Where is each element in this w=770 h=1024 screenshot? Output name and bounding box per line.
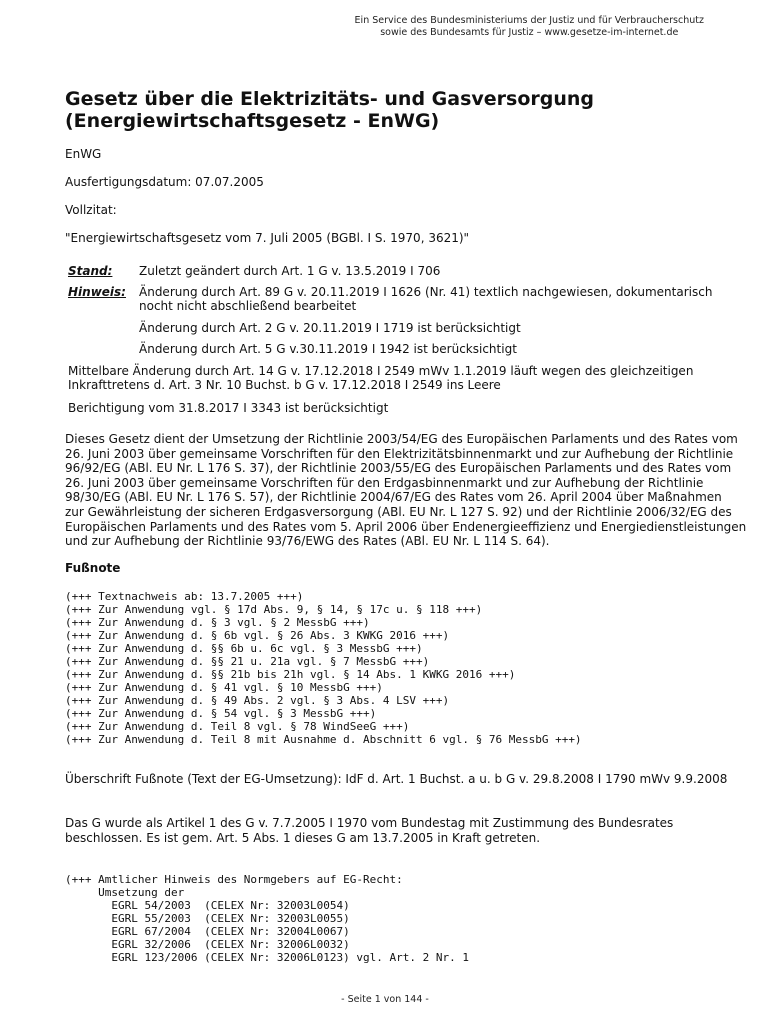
amtlicher-hinweis-line: EGRL 54/2003 (CELEX Nr: 32003L0054)	[65, 899, 350, 912]
paragraph-line: 26. Juni 2003 über gemeinsame Vorschriften für den Erdgasbinnenmarkt und zur Aufhebung der Richtlinie	[65, 475, 704, 490]
stand-text-line: Zuletzt geändert durch Art. 1 G v. 13.5.2019 I 706	[139, 264, 441, 278]
amtlicher-hinweis-line: (+++ Amtlicher Hinweis des Normgebers auf EG-Recht:	[65, 873, 403, 886]
amtlicher-hinweis-line: EGRL 123/2006 (CELEX Nr: 32006L0123) vgl. Art. 2 Nr. 1	[65, 951, 469, 964]
beschluss-line-2: beschlossen. Es ist gem. Art. 5 Abs. 1 dieses G am 13.7.2005 in Kraft getreten.	[65, 830, 541, 845]
service-line-1: Ein Service des Bundesministeriums der Justiz und für Verbraucherschutz	[354, 15, 704, 26]
stand-text	[139, 264, 440, 278]
fussnote-line: (+++ Zur Anwendung d. § 3 vgl. § 2 MessbG +++)	[65, 616, 370, 629]
mittelbare-line-2: Inkrafttretens d. Art. 3 Nr. 10 Buchst. b G v. 17.12.2018 I 2549 ins Leere	[68, 378, 501, 392]
amtlicher-hinweis-line: EGRL 55/2003 (CELEX Nr: 32003L0055)	[65, 912, 350, 925]
amtlicher-hinweis-line: EGRL 67/2004 (CELEX Nr: 32004L0067)	[65, 925, 350, 938]
amtlicher-hinweis-block	[65, 873, 469, 964]
law-title-line-1: Gesetz über die Elektrizitäts- und Gasversorgung	[65, 88, 595, 110]
paragraph-line: Europäischen Parlaments und des Rates vom 5. April 2006 über Endenergieeffizienz und Energiedienstleistungen	[65, 519, 747, 534]
vollzitat-label: Vollzitat:	[65, 203, 117, 217]
mittelbare-aenderung	[68, 364, 693, 392]
fussnote-line: (+++ Zur Anwendung d. §§ 6b u. 6c vgl. § 3 MessbG +++)	[65, 642, 423, 655]
page-number: - Seite 1 von 144 -	[341, 994, 429, 1005]
beschluss-line-1: Das G wurde als Artikel 1 des G v. 7.7.2005 I 1970 vom Bundestag mit Zustimmung des Bundesrates	[65, 816, 674, 830]
fussnote-line: (+++ Zur Anwendung d. §§ 21 u. 21a vgl. § 7 MessbG +++)	[65, 655, 430, 668]
paragraph-line: 98/30/EG (ABl. EU Nr. L 176 S. 57), der Richtlinie 2004/67/EG des Rates vom 26. April 2004 über Maßnahmen	[65, 490, 722, 505]
fussnote-line: (+++ Zur Anwendung d. Teil 8 vgl. § 78 WindSeeG +++)	[65, 720, 410, 733]
paragraph-line: zur Gewährleistung der sicheren Erdgasversorgung (ABl. EU Nr. L 127 S. 92) und der Richtlinie 2006/32/EG des	[65, 504, 732, 519]
ueberschrift-fussnote: Überschrift Fußnote (Text der EG-Umsetzung): IdF d. Art. 1 Buchst. a u. b G v. 29.8.2008 I 1790 mWv 9.9.2008	[65, 772, 728, 786]
fussnote-heading: Fußnote	[65, 561, 121, 575]
service-notice	[355, 15, 704, 38]
hinweis-3	[139, 342, 517, 356]
stand-label: Stand:	[68, 264, 113, 278]
beschluss-paragraph	[65, 816, 673, 845]
berichtigung	[68, 401, 388, 415]
eu-umsetzung-paragraph	[65, 432, 746, 549]
fussnote-line: (+++ Zur Anwendung d. § 6b vgl. § 26 Abs. 3 KWKG 2016 +++)	[65, 629, 450, 642]
ausfertigungsdatum: Ausfertigungsdatum: 07.07.2005	[65, 175, 264, 189]
vollzitat-text: "Energiewirtschaftsgesetz vom 7. Juli 2005 (BGBl. I S. 1970, 3621)"	[65, 231, 470, 245]
fussnote-line: (+++ Zur Anwendung d. § 49 Abs. 2 vgl. § 3 Abs. 4 LSV +++)	[65, 694, 450, 707]
hinweis-line-2: nocht nicht abschließend bearbeitet	[139, 299, 357, 313]
hinweis-text	[139, 285, 712, 313]
fussnote-block	[65, 590, 582, 746]
paragraph-line: und zur Aufhebung der Richtlinie 93/76/EWG des Rates (ABl. EU Nr. L 114 S. 64).	[65, 534, 550, 549]
amtlicher-hinweis-line: EGRL 32/2006 (CELEX Nr: 32006L0032)	[65, 938, 350, 951]
law-abbreviation: EnWG	[65, 147, 102, 161]
hinweis-2-line: Änderung durch Art. 2 G v. 20.11.2019 I 1719 ist berücksichtigt	[139, 321, 521, 335]
law-title-line-2: (Energiewirtschaftsgesetz - EnWG)	[65, 110, 440, 132]
paragraph-line: 96/92/EG (ABl. EU Nr. L 176 S. 37), der Richtlinie 2003/55/EG des Europäischen Parlaments und des Rates vom	[65, 461, 732, 476]
hinweis-2	[139, 321, 521, 335]
hinweis-label: Hinweis:	[68, 285, 126, 299]
hinweis-line-1: Änderung durch Art. 89 G v. 20.11.2019 I 1626 (Nr. 41) textlich nachgewiesen, dokumentarisch	[139, 285, 713, 299]
berichtigung-line: Berichtigung vom 31.8.2017 I 3343 ist berücksichtigt	[68, 401, 389, 415]
amtlicher-hinweis-line: Umsetzung der	[65, 886, 185, 899]
fussnote-line: (+++ Zur Anwendung vgl. § 17d Abs. 9, § 14, § 17c u. § 118 +++)	[65, 603, 483, 616]
fussnote-line: (+++ Zur Anwendung d. Teil 8 mit Ausnahme d. Abschnitt 6 vgl. § 76 MessbG +++)	[65, 733, 582, 746]
fussnote-line: (+++ Zur Anwendung d. § 41 vgl. § 10 MessbG +++)	[65, 681, 383, 694]
mittelbare-line-1: Mittelbare Änderung durch Art. 14 G v. 17.12.2018 I 2549 mWv 1.1.2019 läuft wegen des gleichzeitigen	[68, 364, 694, 378]
fussnote-line: (+++ Zur Anwendung d. § 54 vgl. § 3 MessbG +++)	[65, 707, 377, 720]
fussnote-line: (+++ Zur Anwendung d. §§ 21b bis 21h vgl. § 14 Abs. 1 KWKG 2016 +++)	[65, 668, 516, 681]
paragraph-line: 26. Juni 2003 über gemeinsame Vorschriften für den Elektrizitätsbinnenmarkt und zur Aufhebung der Richtlinie	[65, 446, 734, 461]
hinweis-3-line: Änderung durch Art. 5 G v.30.11.2019 I 1942 ist berücksichtigt	[139, 342, 517, 356]
service-line-2: sowie des Bundesamts für Justiz – www.gesetze-im-internet.de	[380, 26, 679, 38]
paragraph-line: Dieses Gesetz dient der Umsetzung der Richtlinie 2003/54/EG des Europäischen Parlaments und des Rates vom	[65, 432, 738, 446]
fussnote-line: (+++ Textnachweis ab: 13.7.2005 +++)	[65, 590, 304, 603]
law-title	[65, 88, 594, 132]
